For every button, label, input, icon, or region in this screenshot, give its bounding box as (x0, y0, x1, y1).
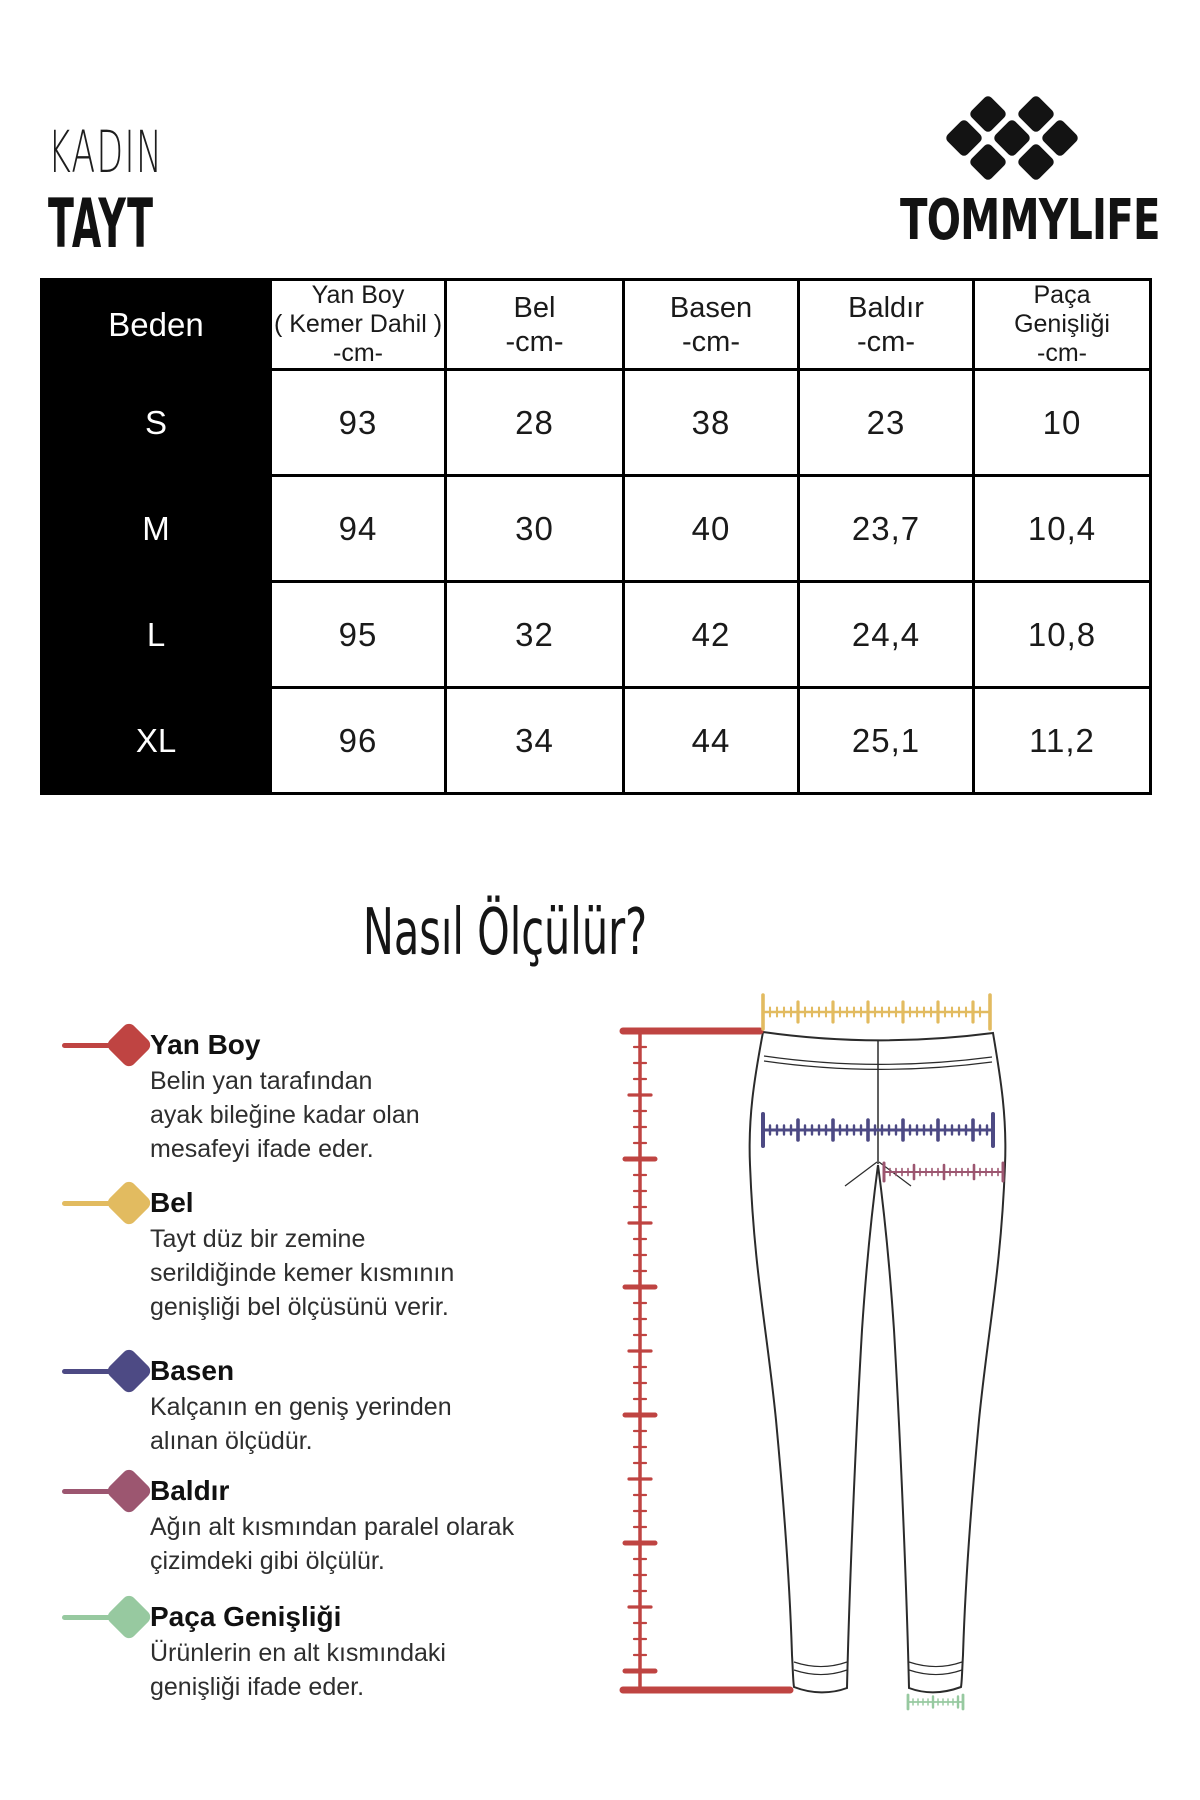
measure-diamond-icon (60, 1184, 150, 1224)
brand-diamonds-icon (944, 92, 1080, 184)
value-cell: 10,8 (974, 582, 1151, 688)
measure-rulers (623, 995, 1003, 1709)
value-cell: 23 (799, 370, 974, 476)
measure-name: Baldır (150, 1475, 230, 1506)
measure-description: Belin yan tarafından ayak bileğine kadar olan mesafeyi ifade eder. (150, 1067, 420, 1163)
brand-logo (872, 92, 1160, 253)
column-header: Paça Genişliği -cm- (974, 280, 1151, 370)
value-cell: 34 (446, 688, 624, 794)
measure-diamond-icon (60, 1352, 150, 1392)
measure-description: Ağın alt kısmından paralel olarak çizimdeki gibi ölçülür. (150, 1513, 515, 1575)
measure-name: Yan Boy (150, 1029, 261, 1060)
measure-diamond-icon (60, 1598, 150, 1638)
value-cell: 38 (624, 370, 799, 476)
column-header: Baldır -cm- (799, 280, 974, 370)
value-cell: 10,4 (974, 476, 1151, 582)
measure-description: Ürünlerin en alt kısmındaki genişliği ifade eder. (150, 1639, 446, 1701)
measure-name: Bel (150, 1187, 194, 1218)
measure-name: Basen (150, 1355, 235, 1386)
legend-item (60, 1472, 530, 1578)
value-cell: 23,7 (799, 476, 974, 582)
brand-name: TOMMYLIFE (900, 188, 1160, 253)
value-cell: 42 (624, 582, 799, 688)
column-header: Bel -cm- (446, 280, 624, 370)
value-cell: 11,2 (974, 688, 1151, 794)
legend-item (60, 1184, 530, 1324)
value-cell: 95 (271, 582, 446, 688)
product-title: TAYT (48, 184, 155, 264)
value-cell: 94 (271, 476, 446, 582)
value-cell: 44 (624, 688, 799, 794)
size-cell: M (42, 476, 271, 582)
measure-name: Paça Genişliği (150, 1601, 342, 1632)
size-cell: L (42, 582, 271, 688)
value-cell: 40 (624, 476, 799, 582)
column-header: Yan Boy ( Kemer Dahil ) -cm- (271, 280, 446, 370)
value-cell: 28 (446, 370, 624, 476)
value-cell: 30 (446, 476, 624, 582)
size-cell: XL (42, 688, 271, 794)
measure-description: Tayt düz bir zemine serildiğinde kemer kısmının genişliği bel ölçüsünü verir. (150, 1225, 455, 1321)
value-cell: 93 (271, 370, 446, 476)
legend-item (60, 1026, 530, 1166)
legend-item (60, 1352, 530, 1458)
value-cell: 10 (974, 370, 1151, 476)
value-cell: 24,4 (799, 582, 974, 688)
measure-diamond-icon (60, 1026, 150, 1066)
measure-legend (60, 0, 540, 1800)
section-title: Nasıl Ölçülür? (362, 896, 648, 970)
leggings-outline (750, 1032, 1006, 1692)
value-cell: 96 (271, 688, 446, 794)
column-header: Basen -cm- (624, 280, 799, 370)
value-cell: 25,1 (799, 688, 974, 794)
column-header-size: Beden (42, 280, 271, 370)
value-cell: 32 (446, 582, 624, 688)
measure-diamond-icon (60, 1472, 150, 1512)
measure-description: Kalçanın en geniş yerinden alınan ölçüdür. (150, 1393, 452, 1455)
size-cell: S (42, 370, 271, 476)
legend-item (60, 1598, 530, 1704)
category-title: KADIN (48, 118, 164, 186)
